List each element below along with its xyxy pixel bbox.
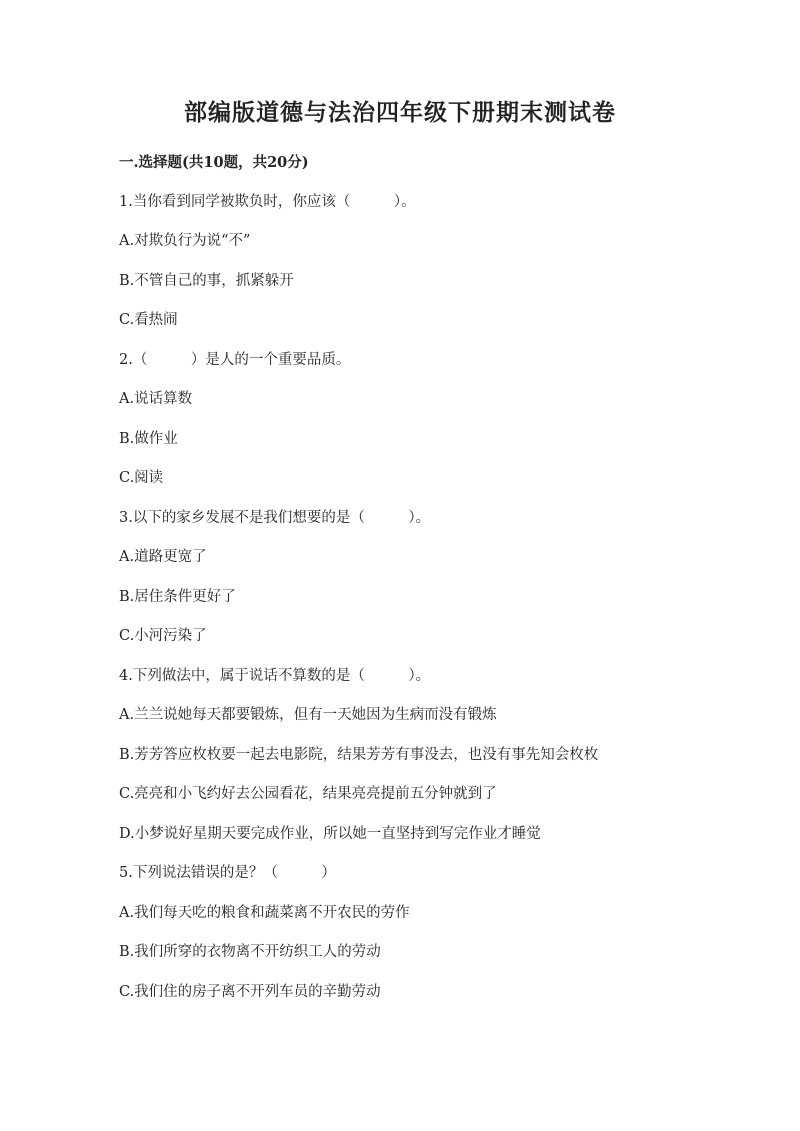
answer-option: B.我们所穿的衣物离不开纺织工人的劳动	[119, 944, 381, 960]
answer-option: A.道路更宽了	[119, 549, 207, 565]
question-stem: 2.（ ）是人的一个重要品质。	[119, 352, 351, 368]
section-heading: 一.选择题(共10题，共20分)	[119, 154, 309, 171]
page-title: 部编版道德与法治四年级下册期末测试卷	[184, 99, 616, 126]
answer-option: D.小梦说好星期天要完成作业，所以她一直坚持到写完作业才睡觉	[119, 826, 541, 842]
answer-option: C.亮亮和小飞约好去公园看花，结果亮亮提前五分钟就到了	[119, 786, 497, 802]
answer-option: A.说话算数	[119, 391, 193, 407]
answer-option: B.做作业	[119, 431, 178, 447]
question-stem: 3.以下的家乡发展不是我们想要的是（ ）。	[119, 510, 431, 526]
question-stem: 1.当你看到同学被欺负时，你应该（ ）。	[119, 194, 416, 210]
answer-option: B.居住条件更好了	[119, 589, 236, 605]
answer-option: B.芳芳答应枚枚要一起去电影院，结果芳芳有事没去，也没有事先知会枚枚	[119, 747, 599, 763]
answer-option: A.我们每天吃的粮食和蔬菜离不开农民的劳作	[119, 905, 410, 921]
question-stem: 5.下列说法错误的是？（ ）	[119, 865, 336, 881]
answer-option: A.兰兰说她每天都要锻炼，但有一天她因为生病而没有锻炼	[119, 707, 497, 723]
answer-option: A.对欺负行为说“不”	[119, 233, 251, 249]
answer-option: B.不管自己的事，抓紧躲开	[119, 273, 294, 289]
answer-option: C.小河污染了	[119, 628, 207, 644]
answer-option: C.我们住的房子离不开列车员的辛勤劳动	[119, 984, 381, 1000]
question-stem: 4.下列做法中，属于说话不算数的是（ ）。	[119, 668, 431, 684]
answer-option: C.看热闹	[119, 312, 178, 328]
answer-option: C.阅读	[119, 470, 164, 486]
